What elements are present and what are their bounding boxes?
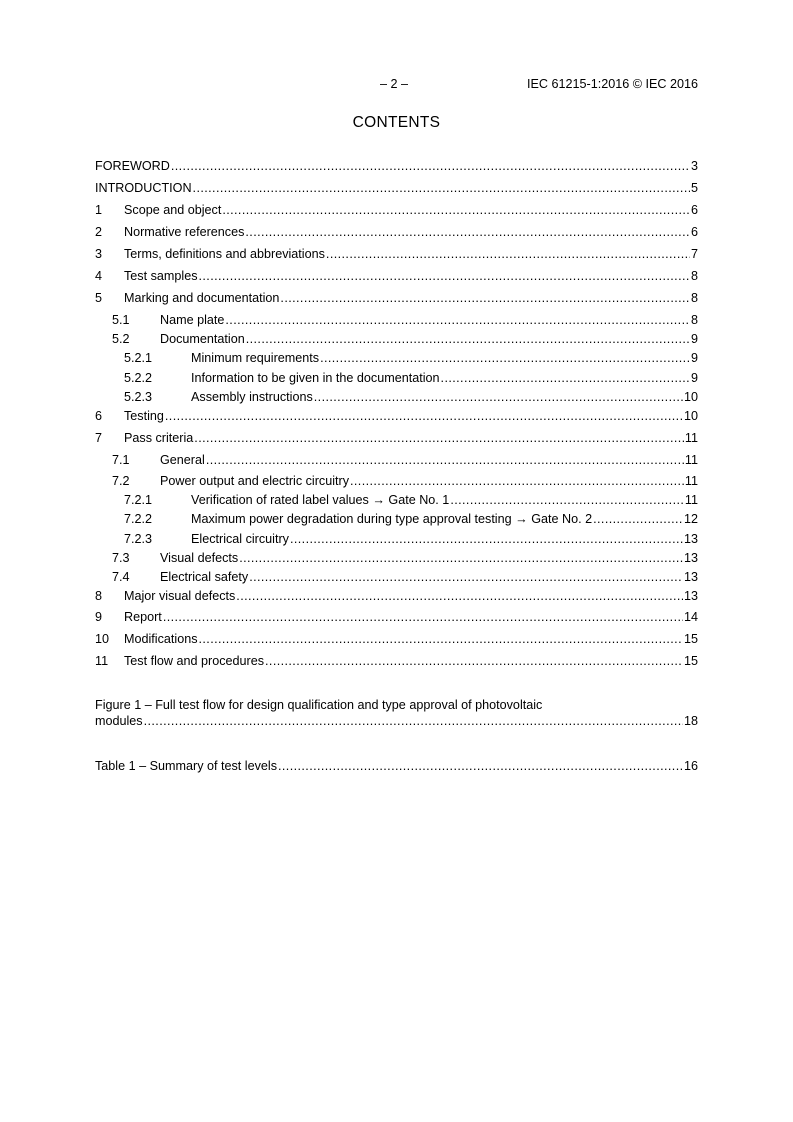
toc-entry[interactable] <box>95 224 698 241</box>
toc-entry-page: 14 <box>683 610 698 624</box>
dot-leader <box>314 389 683 406</box>
toc-entry[interactable] <box>95 653 698 670</box>
toc-entry-label: Visual defects <box>160 551 239 565</box>
dot-leader <box>278 758 683 774</box>
toc-entry-number: 5.2.2 <box>124 371 153 385</box>
toc-entry[interactable] <box>95 389 698 406</box>
page-number: – 2 – <box>380 77 409 91</box>
toc-entry-line <box>160 331 698 348</box>
figure-entry-line1[interactable]: Figure 1 – Full test flow for design qualification and type approval of photovoltaic <box>95 698 543 712</box>
toc-entry-page: 11 <box>684 493 698 507</box>
toc-entry-page: 9 <box>690 351 698 365</box>
table-entry-page: 16 <box>683 759 698 773</box>
toc-entry[interactable] <box>95 531 698 548</box>
toc-entry[interactable] <box>95 492 698 509</box>
toc-entry-number: 5 <box>95 291 103 305</box>
toc-entry-page: 10 <box>683 409 698 423</box>
toc-entry-line <box>191 389 698 406</box>
toc-entry[interactable] <box>95 609 698 626</box>
toc-entry-line <box>191 350 698 367</box>
contents-title: CONTENTS <box>352 114 441 131</box>
dot-leader <box>206 452 684 469</box>
toc-entry-number: 7.2.3 <box>124 532 153 546</box>
toc-entry-line <box>124 246 698 263</box>
toc-entry[interactable] <box>95 268 698 285</box>
toc-entry-label: Assembly instructions <box>191 390 313 404</box>
toc-entry-label: Pass criteria <box>124 431 194 445</box>
toc-entry-line <box>160 550 698 567</box>
toc-entry[interactable] <box>95 511 698 528</box>
toc-entry-page: 13 <box>683 570 698 584</box>
toc-entry-page: 5 <box>690 181 698 195</box>
toc-entry-number: 5.1 <box>112 313 130 327</box>
toc-entry[interactable] <box>95 588 698 605</box>
dot-leader <box>441 370 690 387</box>
dot-leader <box>320 350 690 367</box>
toc-entry-label: Maximum power degradation during type approval testing → Gate No. 2 <box>191 512 593 526</box>
toc-entry-number: 2 <box>95 225 103 239</box>
dot-leader <box>265 653 683 670</box>
toc-entry-page: 15 <box>683 632 698 646</box>
toc-entry-number: 5.2.3 <box>124 390 153 404</box>
toc-entry-label: Normative references <box>124 225 245 239</box>
table-entry-label: Table 1 – Summary of test levels <box>95 759 277 773</box>
dot-leader <box>193 180 690 197</box>
toc-entry-label: Terms, definitions and abbreviations <box>124 247 325 261</box>
dot-leader <box>163 609 683 626</box>
dot-leader <box>199 631 683 648</box>
toc-entry[interactable] <box>95 331 698 348</box>
toc-entry-page: 6 <box>690 203 698 217</box>
toc-entry[interactable] <box>95 180 698 197</box>
toc-entry-label: Test samples <box>124 269 198 283</box>
toc-entry-number: 1 <box>95 203 103 217</box>
toc-entry-number: 7.4 <box>112 570 130 584</box>
toc-entry-line <box>124 430 698 447</box>
dot-leader <box>144 713 683 729</box>
dot-leader <box>194 430 684 447</box>
toc-entry-label: Minimum requirements <box>191 351 320 365</box>
toc-entry-number: 5.2 <box>112 332 130 346</box>
toc-entry-number: 5.2.1 <box>124 351 153 365</box>
toc-entry-page: 6 <box>690 225 698 239</box>
toc-entry-label: Electrical circuitry <box>191 532 289 546</box>
toc-entry-line <box>124 224 698 241</box>
dot-leader <box>222 202 690 219</box>
dot-leader <box>290 531 683 548</box>
toc-entry-number: 7.3 <box>112 551 130 565</box>
toc-entry-page: 8 <box>690 291 698 305</box>
toc-entry[interactable] <box>95 569 698 586</box>
toc-entry[interactable] <box>95 631 698 648</box>
toc-entry-label: General <box>160 453 205 467</box>
toc-entry-page: 15 <box>683 654 698 668</box>
toc-entry[interactable] <box>95 350 698 367</box>
toc-entry-line <box>124 408 698 425</box>
toc-entry-line <box>160 473 698 490</box>
dot-leader <box>171 158 690 175</box>
toc-entry-label: Marking and documentation <box>124 291 280 305</box>
dot-leader <box>199 268 690 285</box>
toc-entry[interactable] <box>95 158 698 175</box>
toc-entry-line <box>191 511 698 528</box>
figure-entry-page: 18 <box>683 714 698 728</box>
toc-entry[interactable] <box>95 246 698 263</box>
list-of-tables <box>95 758 698 774</box>
toc-entry-page: 11 <box>684 453 698 467</box>
dot-leader <box>326 246 690 263</box>
dot-leader <box>239 550 683 567</box>
toc-entry[interactable] <box>95 312 698 329</box>
toc-entry-page: 8 <box>690 313 698 327</box>
toc-entry-page: 11 <box>684 431 698 445</box>
table-entry[interactable] <box>95 758 698 774</box>
toc-entry-number: 11 <box>95 654 109 668</box>
toc-entry-line <box>95 158 698 175</box>
toc-entry-page: 13 <box>683 532 698 546</box>
toc-entry-number: 7.1 <box>112 453 130 467</box>
dot-leader <box>245 224 690 241</box>
figure-entry-label: modules <box>95 714 143 728</box>
toc-entry-label: Test flow and procedures <box>124 654 265 668</box>
toc-entry[interactable] <box>95 550 698 567</box>
list-of-figures <box>95 697 698 729</box>
dot-leader <box>593 511 683 528</box>
toc-entry-line <box>191 531 698 548</box>
toc-entry-line <box>124 268 698 285</box>
toc-entry-number: 3 <box>95 247 103 261</box>
toc-entry-page: 10 <box>683 390 698 404</box>
toc-entry-line <box>124 653 698 670</box>
toc-entry[interactable] <box>95 408 698 425</box>
toc-entry-label: Name plate <box>160 313 225 327</box>
dot-leader <box>165 408 683 425</box>
dot-leader <box>450 492 684 509</box>
toc-entry-number: 7.2 <box>112 474 130 488</box>
toc-entry-number: 6 <box>95 409 103 423</box>
toc-entry-label: Major visual defects <box>124 589 236 603</box>
toc-entry-page: 13 <box>683 589 698 603</box>
dot-leader <box>236 588 683 605</box>
toc-entry-number: 9 <box>95 610 103 624</box>
toc-entry-line <box>124 631 698 648</box>
toc-entry-number: 7.2.1 <box>124 493 153 507</box>
document-reference: IEC 61215-1:2016 © IEC 2016 <box>526 77 698 91</box>
toc-entry-line <box>124 588 698 605</box>
toc-entry-number: 4 <box>95 269 103 283</box>
toc-entry[interactable] <box>95 452 698 469</box>
toc-entry-label: Power output and electric circuitry <box>160 474 349 488</box>
toc-entry-page: 11 <box>684 474 698 488</box>
toc-entry-page: 13 <box>683 551 698 565</box>
toc-entry-label: Electrical safety <box>160 570 249 584</box>
toc-entry-label: FOREWORD <box>95 159 170 173</box>
toc-entry-page: 7 <box>690 247 698 261</box>
toc-entry-number: 7 <box>95 431 103 445</box>
figure-entry-line2[interactable] <box>95 713 698 729</box>
toc-entry[interactable] <box>95 473 698 490</box>
toc-entry-number: 7.2.2 <box>124 512 153 526</box>
toc-entry-line <box>124 290 698 307</box>
toc-entry-label: Modifications <box>124 632 198 646</box>
toc-entry-line <box>95 180 698 197</box>
dot-leader <box>249 569 683 586</box>
toc-entry-page: 3 <box>690 159 698 173</box>
toc-entry-line <box>124 202 698 219</box>
toc-entry-line <box>124 609 698 626</box>
toc-entry-label: Scope and object <box>124 203 222 217</box>
toc-entry-line <box>160 452 698 469</box>
toc-entry[interactable] <box>95 290 698 307</box>
dot-leader <box>350 473 684 490</box>
toc-entry[interactable] <box>95 370 698 387</box>
toc-entry-label: Report <box>124 610 162 624</box>
toc-entry-line <box>160 569 698 586</box>
toc-entry-number: 10 <box>95 632 110 646</box>
toc-entry-number: 8 <box>95 589 103 603</box>
dot-leader <box>225 312 690 329</box>
toc-entry[interactable] <box>95 430 698 447</box>
dot-leader <box>280 290 690 307</box>
toc-entry-page: 9 <box>690 371 698 385</box>
toc-entry-page: 8 <box>690 269 698 283</box>
toc-entry-label: INTRODUCTION <box>95 181 192 195</box>
toc-entry-line <box>191 370 698 387</box>
toc-entry-page: 9 <box>690 332 698 346</box>
toc-entry[interactable] <box>95 202 698 219</box>
toc-entry-label: Information to be given in the documentation <box>191 371 440 385</box>
toc-entry-label: Testing <box>124 409 164 423</box>
toc-entry-label: Documentation <box>160 332 245 346</box>
toc-entry-line <box>191 492 698 509</box>
toc-entry-label: Verification of rated label values → Gate No. 1 <box>191 493 450 507</box>
dot-leader <box>246 331 690 348</box>
toc-entry-line <box>160 312 698 329</box>
toc-entry-page: 12 <box>683 512 698 526</box>
